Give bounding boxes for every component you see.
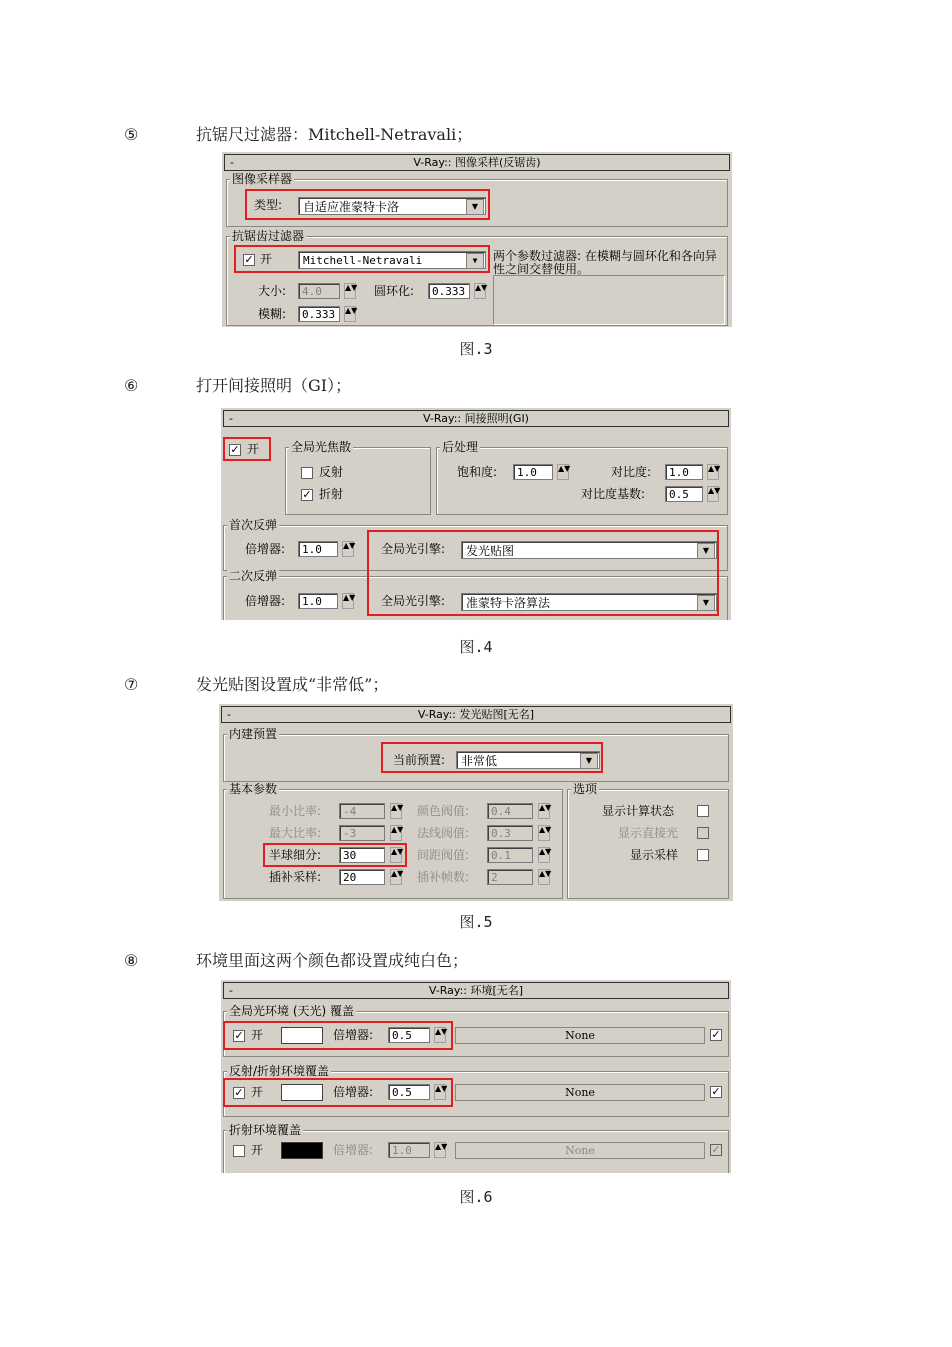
group-title: 反射/折射环境覆盖: [229, 1064, 330, 1078]
min-rate-input[interactable]: -4: [339, 803, 385, 819]
secondary-mult-label: 倍增器:: [245, 594, 286, 608]
secondary-engine-dropdown[interactable]: 准蒙特卡洛算法 ▼: [461, 593, 717, 611]
preset-dropdown[interactable]: 非常低 ▼: [456, 751, 600, 769]
figure-caption: 图.3: [459, 340, 493, 358]
highlight-box: [263, 843, 407, 867]
rollout-header[interactable]: - V-Ray:: 发光贴图[无名]: [221, 706, 731, 723]
size-input[interactable]: 4.0: [298, 283, 340, 299]
hsph-label: 半球细分:: [269, 848, 322, 862]
dist-thresh-spinner[interactable]: ▲▼: [538, 847, 550, 863]
vray-irradiance-map-panel: [219, 704, 733, 901]
step-7: [124, 672, 388, 695]
vray-image-sampler-panel: [222, 152, 732, 327]
group-title: 内建预置: [229, 727, 278, 741]
show-direct-label: 显示直接光: [618, 826, 679, 840]
saturation-input[interactable]: 1.0: [513, 464, 553, 480]
preset-label: 当前预置:: [393, 753, 446, 767]
secondary-engine-label: 全局光引擎:: [381, 594, 446, 608]
contrast-spinner[interactable]: ▲▼: [707, 464, 719, 480]
filter-description: 两个参数过滤器: 在模糊与圆环化和各向异性之间交替使用。: [493, 249, 717, 276]
highlight-box: [381, 742, 603, 773]
on-label: 开: [251, 1028, 264, 1042]
gi-env-map-button[interactable]: None: [455, 1027, 705, 1044]
refr-env-map-button[interactable]: None: [455, 1142, 705, 1159]
reflect-checkbox[interactable]: [301, 467, 313, 479]
refl-map-checkbox[interactable]: ✓: [711, 1085, 721, 1098]
refr-mult-label: 倍增器:: [333, 1143, 374, 1157]
step-number: ⑤: [124, 125, 139, 144]
interp-samples-input[interactable]: 20: [339, 869, 385, 885]
interp-samples-spinner[interactable]: ▲▼: [390, 869, 402, 885]
max-rate-spinner[interactable]: ▲▼: [390, 825, 402, 841]
contrast-input[interactable]: 1.0: [665, 464, 703, 480]
on-label: 开: [251, 1143, 264, 1157]
highlight-box: [234, 245, 490, 273]
saturation-spinner[interactable]: ▲▼: [557, 464, 569, 480]
hsph-spinner[interactable]: ▲▼: [390, 847, 402, 863]
reflect-label: 反射: [319, 465, 344, 479]
primary-engine-label: 全局光引擎:: [381, 542, 446, 556]
min-rate-spinner[interactable]: ▲▼: [390, 803, 402, 819]
highlight-box: [223, 1021, 453, 1050]
gi-env-checkbox[interactable]: ✓: [234, 1029, 244, 1042]
vray-environment-panel: [221, 980, 731, 1173]
sampler-type-dropdown[interactable]: 自适应准蒙特卡洛 ▼: [298, 197, 486, 215]
blur-spinner[interactable]: ▲▼: [344, 306, 356, 322]
step-5: [124, 122, 472, 145]
group-title: 图像采样器: [232, 172, 293, 186]
show-samples-checkbox[interactable]: [697, 849, 709, 861]
clr-thresh-spinner[interactable]: ▲▼: [538, 803, 550, 819]
type-label: 类型:: [254, 198, 283, 212]
on-label: 开: [247, 442, 260, 456]
nrm-thresh-input[interactable]: 0.3: [487, 825, 533, 841]
rollout-header[interactable]: - V-Ray:: 环境[无名]: [223, 982, 729, 999]
gi-mult-input[interactable]: 0.5: [388, 1027, 430, 1043]
max-rate-label: 最大比率:: [269, 826, 322, 840]
nrm-thresh-spinner[interactable]: ▲▼: [538, 825, 550, 841]
figure-caption: 图.5: [459, 913, 493, 931]
refl-mult-label: 倍增器:: [333, 1085, 374, 1099]
highlight-box: [223, 1078, 453, 1107]
panel-title: V-Ray:: 发光贴图[无名]: [417, 708, 535, 721]
group-title: 折射环境覆盖: [229, 1123, 302, 1137]
primary-mult-input[interactable]: 1.0: [298, 541, 338, 557]
step-8: [124, 948, 468, 971]
secondary-mult-spinner[interactable]: ▲▼: [342, 593, 354, 609]
blur-label: 模糊:: [258, 307, 287, 321]
group-title: 基本参数: [229, 782, 278, 796]
refr-map-checkbox[interactable]: ✓: [711, 1143, 721, 1156]
step-text: 打开间接照明（GI）；: [196, 376, 352, 395]
chevron-down-icon: ▼: [580, 753, 598, 769]
refl-mult-spinner[interactable]: ▲▼: [434, 1084, 446, 1100]
primary-mult-label: 倍增器:: [245, 542, 286, 556]
post-processing-group: [436, 440, 728, 515]
vray-gi-panel: [221, 408, 731, 620]
step-text: 抗锯尺过滤器：Mitchell-Netravali；: [196, 125, 473, 144]
refract-label: 折射: [319, 487, 344, 501]
rollout-header[interactable]: - V-Ray:: 图像采样(反锯齿): [224, 154, 730, 171]
show-calc-checkbox[interactable]: [697, 805, 709, 817]
group-title: 选项: [573, 782, 598, 796]
refl-env-map-button[interactable]: None: [455, 1084, 705, 1101]
primary-engine-dropdown[interactable]: 发光贴图 ▼: [461, 541, 717, 559]
step-number: ⑦: [124, 675, 139, 694]
refl-env-checkbox[interactable]: ✓: [234, 1086, 244, 1099]
highlight-box: [245, 189, 490, 220]
clr-thresh-label: 颜色阀值:: [417, 804, 470, 818]
on-label: 开: [260, 252, 273, 266]
refract-checkbox[interactable]: ✓: [302, 488, 312, 501]
size-spinner[interactable]: ▲▼: [344, 283, 356, 299]
aa-enable-checkbox[interactable]: ✓: [244, 253, 254, 266]
chevron-down-icon: ▼: [466, 199, 484, 215]
interp-frames-input[interactable]: 2: [487, 869, 533, 885]
interp-samples-label: 插补采样:: [269, 870, 322, 884]
step-6: [124, 373, 351, 396]
primary-mult-spinner[interactable]: ▲▼: [342, 541, 354, 557]
group-title: 全局光焦散: [291, 440, 352, 454]
panel-title: V-Ray:: 环境[无名]: [428, 984, 524, 997]
size-label: 大小:: [258, 284, 287, 298]
ring-spinner[interactable]: ▲▼: [474, 283, 486, 299]
saturation-label: 饱和度:: [457, 465, 498, 479]
highlight-box: [367, 530, 719, 616]
refr-env-checkbox[interactable]: [233, 1145, 245, 1157]
hsph-input[interactable]: 30: [339, 847, 385, 863]
figure-caption: 图.4: [459, 638, 493, 656]
rollout-header[interactable]: - V-Ray:: 间接照明(GI): [223, 410, 729, 427]
ring-label: 圆环化:: [374, 284, 415, 298]
contrast-base-label: 对比度基数:: [581, 487, 646, 501]
clr-thresh-input[interactable]: 0.4: [487, 803, 533, 819]
chevron-down-icon: ▼: [466, 253, 484, 269]
ring-input[interactable]: 0.333: [428, 283, 470, 299]
interp-frames-label: 插补帧数:: [417, 870, 470, 884]
dist-thresh-input[interactable]: 0.1: [487, 847, 533, 863]
blur-input[interactable]: 0.333: [298, 306, 340, 322]
step-text: 发光贴图设置成“非常低”；: [196, 675, 389, 694]
panel-title: V-Ray:: 间接照明(GI): [423, 412, 529, 425]
gi-mult-label: 倍增器:: [333, 1028, 374, 1042]
min-rate-label: 最小比率:: [269, 804, 322, 818]
figure-caption: 图.6: [459, 1188, 493, 1206]
panel-title: V-Ray:: 图像采样(反锯齿): [413, 156, 541, 169]
contrast-label: 对比度:: [611, 465, 652, 479]
step-number: ⑧: [124, 951, 139, 970]
secondary-mult-input[interactable]: 1.0: [298, 593, 338, 609]
group-title: 全局光环境 (天光) 覆盖: [229, 1004, 354, 1018]
show-calc-label: 显示计算状态: [602, 804, 675, 818]
group-title: 二次反弹: [229, 569, 278, 583]
max-rate-input[interactable]: -3: [339, 825, 385, 841]
step-number: ⑥: [124, 376, 139, 395]
chevron-down-icon: ▼: [697, 595, 715, 611]
caustics-group: [285, 440, 431, 515]
group-title: 首次反弹: [229, 518, 278, 532]
group-title: 后处理: [442, 440, 479, 454]
refl-mult-input[interactable]: 0.5: [388, 1084, 430, 1100]
nrm-thresh-label: 法线阀值:: [417, 826, 470, 840]
highlight-box: [223, 437, 271, 461]
show-direct-checkbox[interactable]: [697, 827, 709, 839]
gi-enable-checkbox[interactable]: ✓: [230, 443, 240, 456]
description-frame: [493, 275, 725, 325]
refr-mult-spinner[interactable]: ▲▼: [434, 1142, 446, 1158]
dist-thresh-label: 间距阀值:: [417, 848, 470, 862]
gi-mult-spinner[interactable]: ▲▼: [434, 1027, 446, 1043]
contrast-base-spinner[interactable]: ▲▼: [707, 486, 719, 502]
refr-env-color-swatch[interactable]: [281, 1142, 323, 1159]
show-samples-label: 显示采样: [630, 848, 679, 862]
chevron-down-icon: ▼: [697, 543, 715, 559]
filter-type-dropdown[interactable]: Mitchell-Netravali ▼: [298, 251, 486, 269]
step-text: 环境里面这两个颜色都设置成纯白色；: [196, 951, 469, 970]
refr-mult-input[interactable]: 1.0: [388, 1142, 430, 1158]
interp-frames-spinner[interactable]: ▲▼: [538, 869, 550, 885]
contrast-base-input[interactable]: 0.5: [665, 486, 703, 502]
on-label: 开: [251, 1085, 264, 1099]
group-title: 抗锯齿过滤器: [232, 229, 305, 243]
gi-map-checkbox[interactable]: ✓: [711, 1028, 721, 1041]
